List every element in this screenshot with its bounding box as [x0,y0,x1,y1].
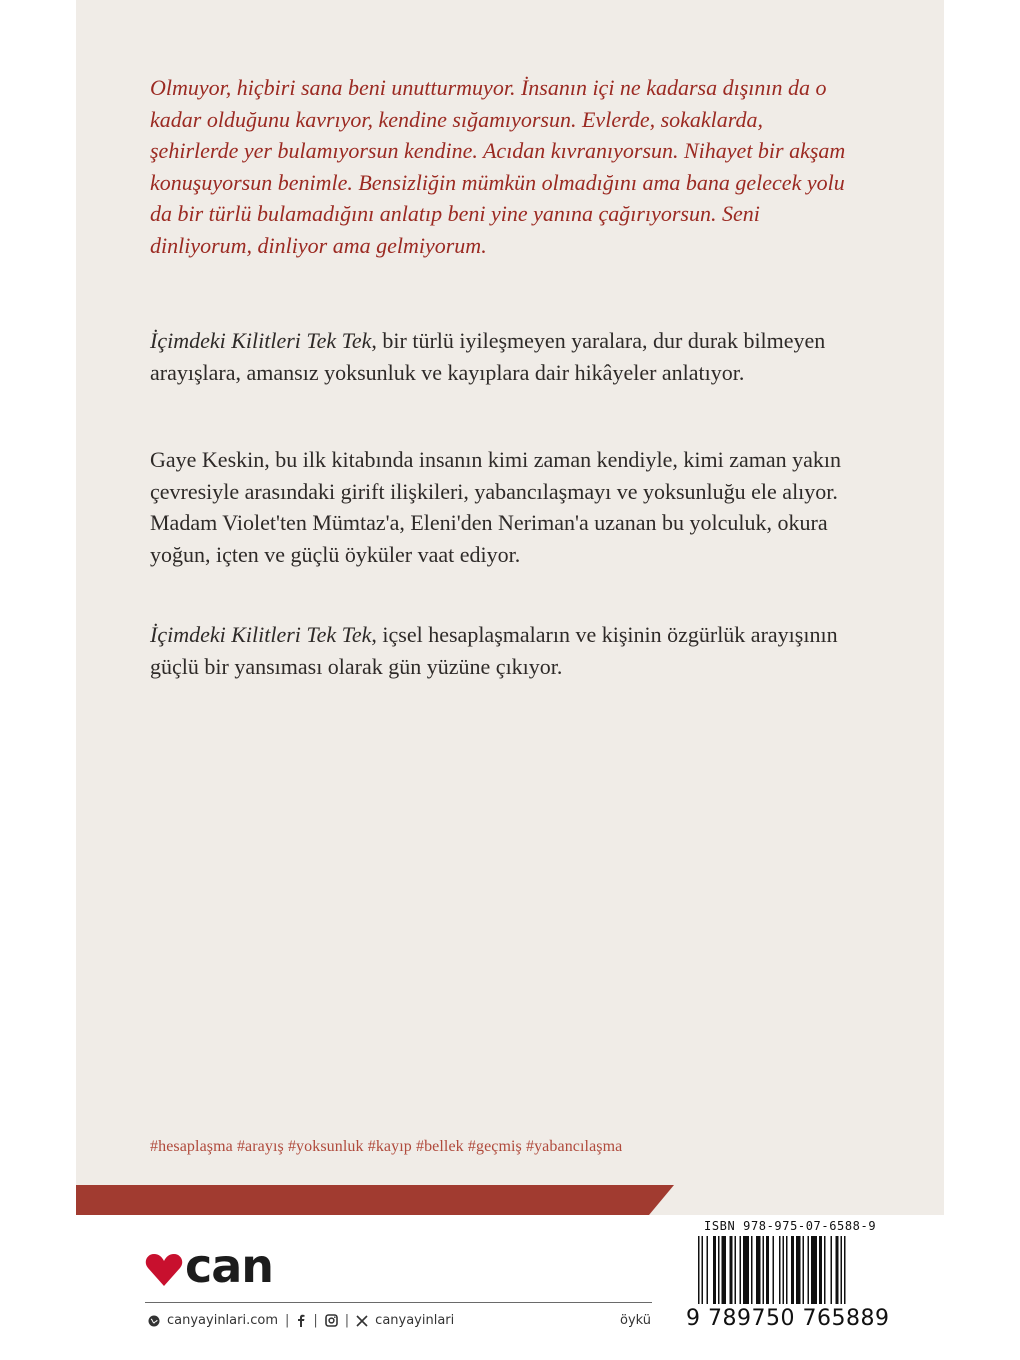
barcode-bar [730,1236,733,1304]
barcode [698,1236,866,1304]
genre-label: öykü [620,1313,652,1328]
barcode-bar [718,1236,720,1304]
barcode-bar [735,1236,737,1304]
barcode-bar [773,1236,775,1304]
barcode-bar [743,1236,749,1304]
description-paragraph-1 [150,325,850,388]
website-link[interactable]: canyayinlari.com [167,1313,278,1328]
heart-icon [145,1253,183,1287]
barcode-bar [831,1236,833,1304]
description-text: , bir türlü iyileşmeyen yaralara, dur durak bilmeyen arayışlara, amansız yoksunluk ve kayıplara dair hikâyeler anlatıyor. [150,328,826,385]
barcode-bar [756,1236,761,1304]
description-paragraph-2: Gaye Keskin, bu ilk kitabında insanın kimi zaman kendiyle, kimi zaman yakın çevresiyle arasındaki girift ilişkileri, yabancılaşmayı ve yoksunluğu ele alıyor. Madam Violet'ten Mümtaz'a, Eleni'den Neriman'a uzanan bu yolculuk, okura yoğun, içten ve güçlü öyküler vaat ediyor. [150,447,842,567]
barcode-digits: 9 789750 765889 [686,1306,890,1331]
barcode-bar [836,1236,839,1304]
barcode-bar [819,1236,822,1304]
x-icon[interactable] [356,1315,368,1327]
barcode-bar [783,1236,785,1304]
barcode-bar [786,1236,788,1304]
barcode-bar [779,1236,781,1304]
barcode-bar [722,1236,727,1304]
footer-divider [145,1302,652,1303]
blurb-quote: Olmuyor, hiçbiri sana beni unutturmuyor. İnsanın içi ne kadarsa dışının da o kadar olduğunu kavrıyor, kendine sığamıyorsun. Evlerde, sokaklarda, şehirlerde yer bulamıyorsun kendine. Acıdan kıvranıyorsun. Nihayet bir akşam konuşuyorsun benimle. Bensizliğin mümkün olmadığını ama bana gelecek yolu da bir türlü bulamadığını anlatıp beni yine yanına çağırıyorsun. Seni dinliyorum, dinliyor ama gelmiyorum. [150,75,846,258]
facebook-icon[interactable] [296,1314,306,1327]
barcode-bar [841,1236,843,1304]
barcode-bar [766,1236,769,1304]
separator: | [344,1313,350,1328]
isbn-label: ISBN 978-975-07-6588-9 [704,1219,877,1233]
barcode-bar [751,1236,753,1304]
barcode-bar [702,1236,704,1304]
logo-wordmark: can [185,1239,274,1293]
social-handle[interactable]: canyayinlari [375,1313,455,1328]
hashtag-list: #hesaplaşma #arayış #yoksunluk #kayıp #bellek #geçmiş #yabancılaşma [150,1138,623,1155]
red-band [76,1185,944,1215]
social-links [148,1313,454,1328]
barcode-bar [713,1236,716,1304]
globe-icon [148,1315,160,1327]
barcode-bar [740,1236,742,1304]
book-title-italic: İçimdeki Kilitleri Tek Tek [150,622,372,647]
barcode-bar [824,1236,826,1304]
barcode-bar [796,1236,801,1304]
book-title-italic: İçimdeki Kilitleri Tek Tek [150,328,372,353]
barcode-bar [791,1236,794,1304]
description-paragraph-3 [150,619,850,682]
separator: | [285,1313,290,1328]
separator: | [313,1313,318,1328]
barcode-bar [698,1236,700,1304]
barcode-bar [707,1236,709,1304]
barcode-bar [811,1236,817,1304]
instagram-icon[interactable] [325,1314,338,1327]
description-text: , içsel hesaplaşmaların ve kişinin özgürlük arayışının güçlü bir yansıması olarak gün yüzüne çıkıyor. [150,622,838,679]
barcode-bar [844,1236,846,1304]
barcode-bar [803,1236,805,1304]
barcode-bar [763,1236,765,1304]
barcode-bar [808,1236,810,1304]
